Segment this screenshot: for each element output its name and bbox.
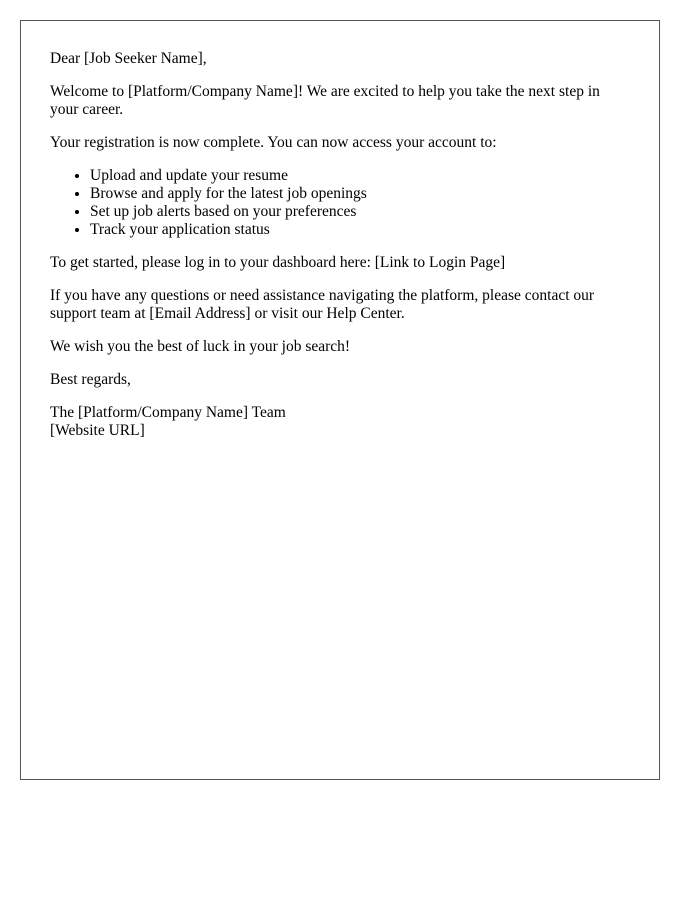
list-item: • Track your application status [90, 221, 632, 239]
signature [50, 404, 632, 440]
support-paragraph: If you have any questions or need assistance navigating the platform, please contact our support team at [Email Address] or visit our Help Center. [50, 287, 595, 322]
feature-list [50, 167, 632, 239]
list-item: • Browse and apply for the latest job openings [90, 185, 632, 203]
get-started-paragraph: To get started, please log in to your dashboard here: [Link to Login Page] [50, 254, 506, 271]
closing: Best regards, [50, 371, 131, 388]
welcome-paragraph: Welcome to [Platform/Company Name]! We are excited to help you take the next step in your career. [50, 83, 600, 118]
list-item: • Set up job alerts based on your preferences [90, 203, 632, 221]
greeting: Dear [Job Seeker Name], [50, 50, 207, 67]
registration-paragraph: Your registration is now complete. You can now access your account to: [50, 134, 497, 151]
wish-paragraph: We wish you the best of luck in your job search! [50, 338, 351, 355]
signature-team: The [Platform/Company Name] Team [50, 404, 286, 421]
list-item: • Upload and update your resume [90, 167, 632, 185]
signature-url: [Website URL] [50, 422, 145, 439]
letter-page [20, 20, 660, 780]
letter-body [50, 50, 632, 455]
